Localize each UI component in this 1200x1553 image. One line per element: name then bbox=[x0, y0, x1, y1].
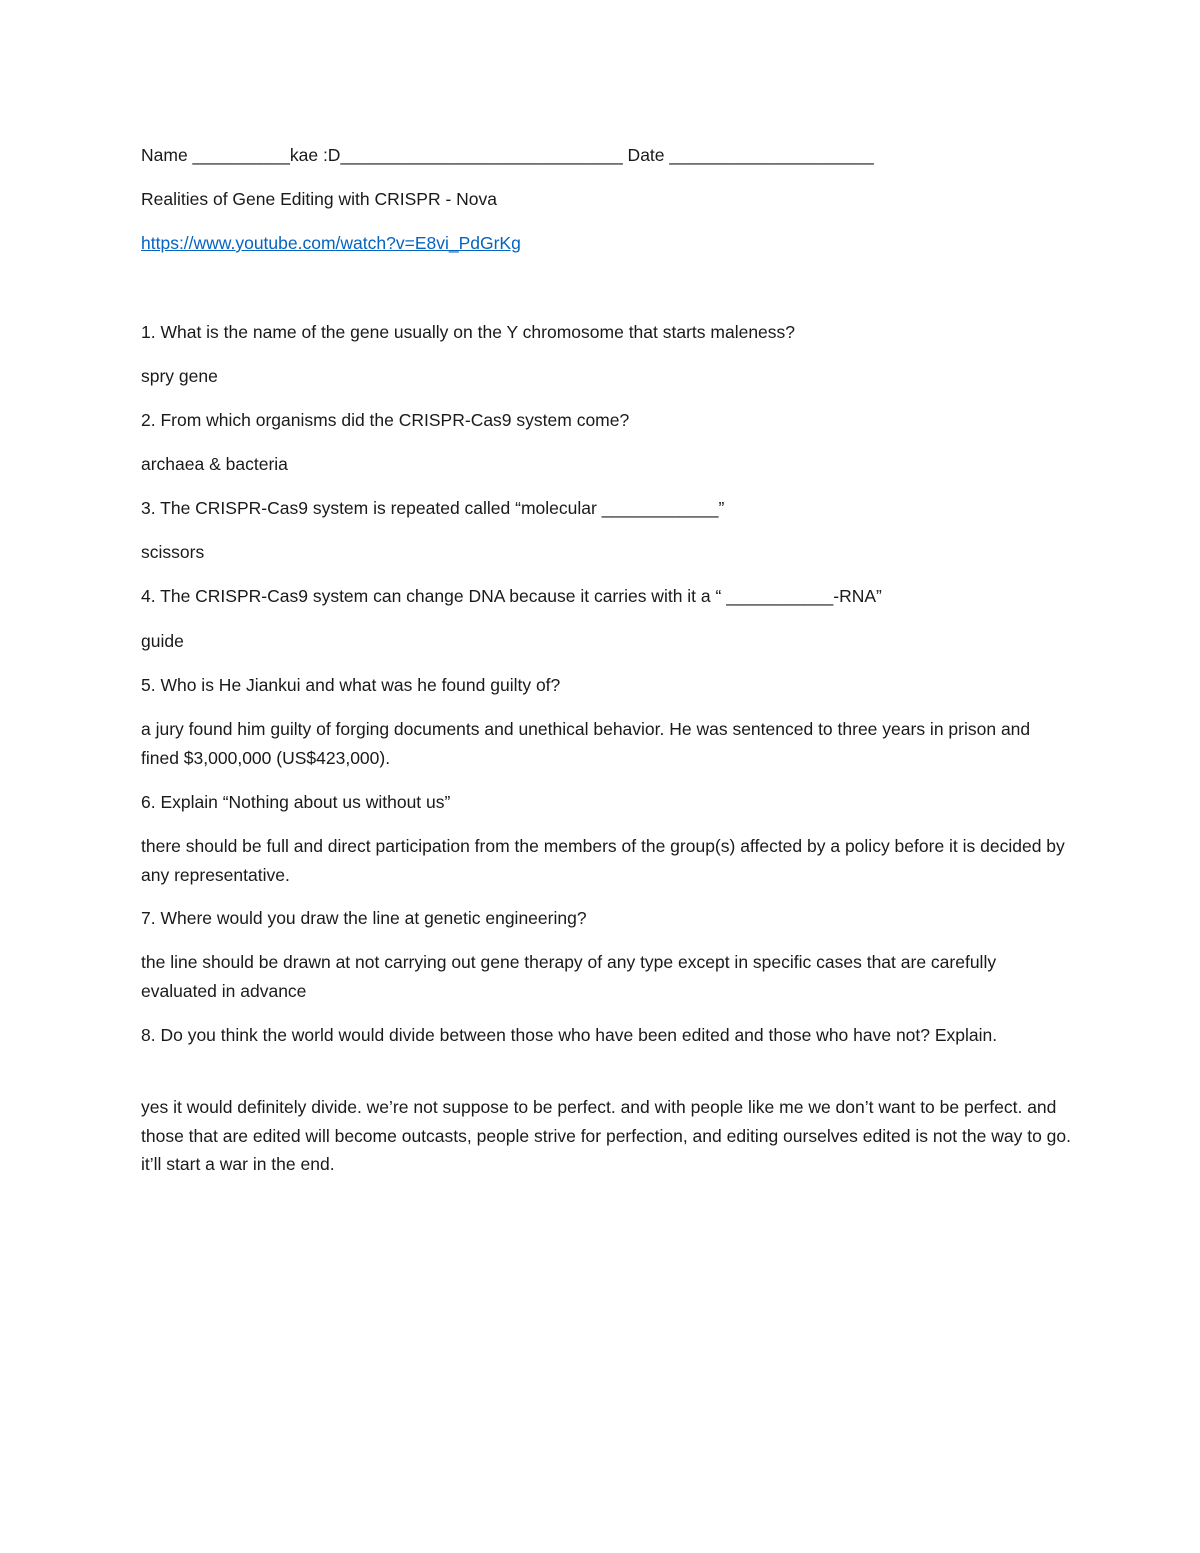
answer-4: guide bbox=[141, 631, 184, 651]
question-7: 7. Where would you draw the line at genetic engineering? bbox=[141, 908, 587, 928]
question-5: 5. Who is He Jiankui and what was he found guilty of? bbox=[141, 675, 561, 695]
worksheet-title: Realities of Gene Editing with CRISPR - Nova bbox=[141, 189, 497, 209]
question-4: 4. The CRISPR-Cas9 system can change DNA because it carries with it a “ ___________-RNA” bbox=[141, 586, 882, 606]
video-link[interactable]: https://www.youtube.com/watch?v=E8vi_PdGrKg bbox=[141, 233, 521, 253]
name-date-line: Name __________kae :D_____________________________ Date _____________________ bbox=[141, 145, 874, 165]
answer-1: spry gene bbox=[141, 366, 218, 386]
answer-2: archaea & bacteria bbox=[141, 454, 288, 474]
answer-3: scissors bbox=[141, 542, 205, 562]
answer-7: the line should be drawn at not carrying out gene therapy of any type except in specific cases that are carefully evaluated in advance bbox=[141, 952, 997, 1001]
question-3: 3. The CRISPR-Cas9 system is repeated called “molecular ____________” bbox=[141, 498, 725, 518]
question-2: 2. From which organisms did the CRISPR-Cas9 system come? bbox=[141, 410, 630, 430]
question-1: 1. What is the name of the gene usually on the Y chromosome that starts maleness? bbox=[141, 322, 796, 342]
question-8: 8. Do you think the world would divide between those who have been edited and those who have not? Explain. bbox=[141, 1025, 998, 1045]
question-6: 6. Explain “Nothing about us without us” bbox=[141, 792, 451, 812]
answer-5: a jury found him guilty of forging documents and unethical behavior. He was sentenced to three years in prison and fined $3,000,000 (US$423,000). bbox=[141, 719, 1031, 768]
answer-8: yes it would definitely divide. we’re not suppose to be perfect. and with people like me we don’t want to be perfect. and those that are edited will become outcasts, people strive for perfection, and editing ourselves edited is not the way to go. it’ll start a war in the end. bbox=[141, 1097, 1071, 1174]
answer-6: there should be full and direct participation from the members of the group(s) affected by a policy before it is decided by any representative. bbox=[141, 836, 1065, 885]
